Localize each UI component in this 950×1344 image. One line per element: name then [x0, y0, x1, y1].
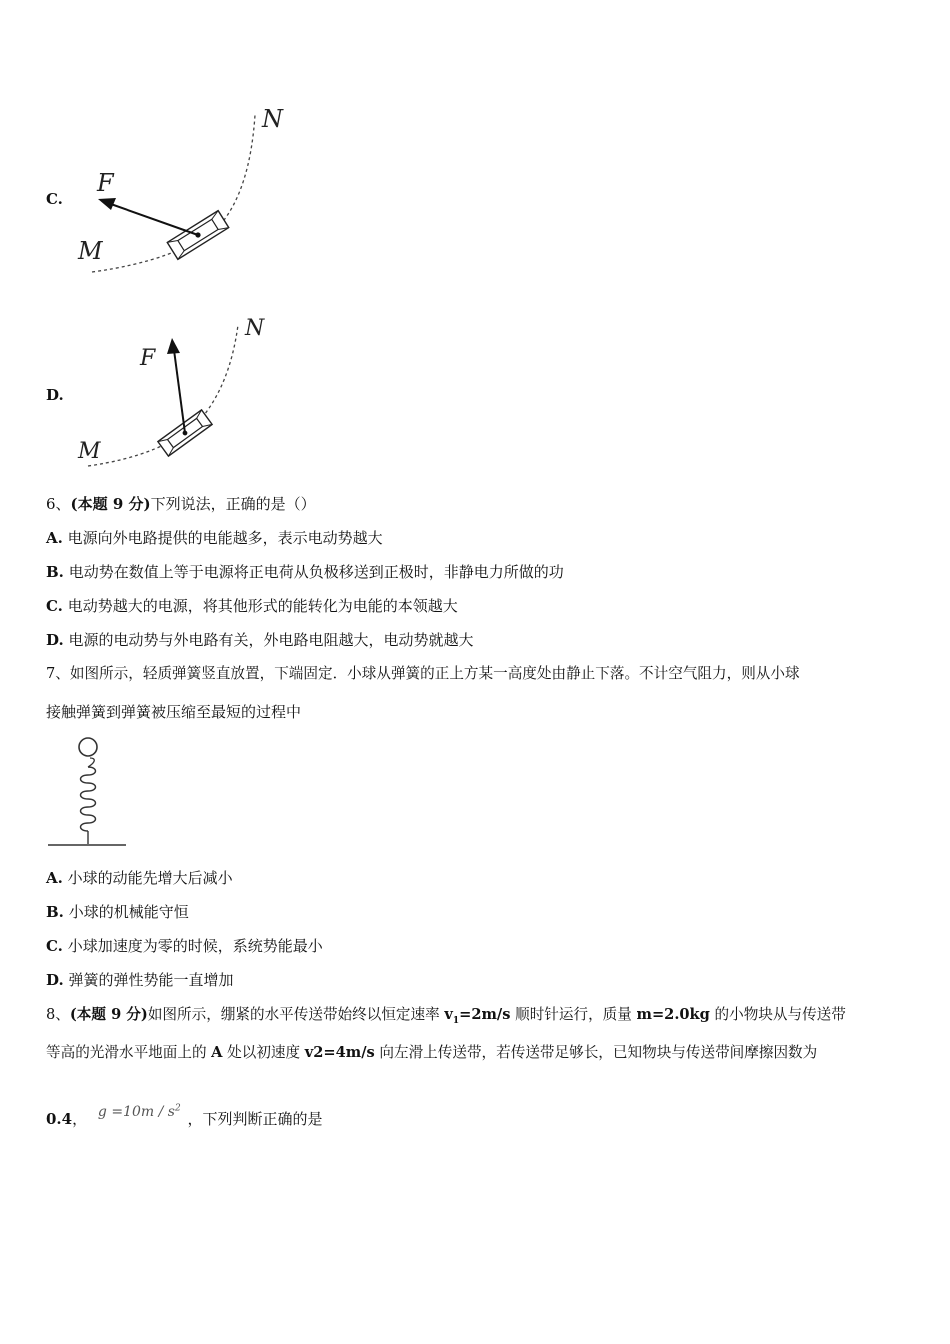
q7-option-d: D. 弹簧的弹性势能一直增加 — [46, 971, 234, 989]
spring-icon — [81, 767, 96, 831]
q7-option-c: C. 小球加速度为零的时候，系统势能最小 — [46, 937, 323, 955]
force-arrow — [174, 350, 185, 433]
question-number: 8、 — [46, 1006, 70, 1023]
option-d-label: D. — [46, 386, 64, 404]
question-text: 下列说法，正确的是（） — [150, 495, 316, 513]
question-6-stem — [46, 494, 316, 514]
ball-icon — [79, 738, 97, 756]
spring-ball-figure — [46, 734, 128, 850]
q6-option-d: D. 电源的电动势与外电路有关，外电路电阻越大，电动势就越大 — [46, 631, 474, 649]
question-number: 7、 — [46, 665, 70, 682]
question-8-stem-cont: 等高的光滑水平地面上的 A 处以初速度 v2=4m/s 向左滑上传送带，若传送带足够长，已知物块与传送带间摩擦因数为 — [46, 1044, 818, 1061]
option-c-label: C. — [46, 190, 63, 208]
question-number: 6、 — [46, 495, 71, 513]
q6-option-a: A. 电源向外电路提供的电能越多，表示电动势越大 — [46, 529, 383, 547]
q6-option-b: B. 电动势在数值上等于电源将正电荷从负极移送到正极时，非静电力所做的功 — [46, 563, 564, 581]
question-8-stem-end: 0.4， $g =10m / s^2$ ，下列判断正确的是 — [46, 1103, 323, 1128]
score-note: (本题 9 分) — [70, 495, 151, 513]
force-label: F — [97, 169, 114, 197]
force-arrow — [108, 203, 198, 235]
q7-option-a: A. 小球的动能先增大后减小 — [46, 869, 233, 887]
figure-c-curve-motion — [70, 95, 310, 285]
question-7-stem-cont: 接触弹簧到弹簧被压缩至最短的过程中 — [46, 703, 302, 721]
question-text: 如图所示，轻质弹簧竖直放置，下端固定．小球从弹簧的正上方某一高度处由静止下落。不计空气阻力，则从小球 — [69, 665, 800, 682]
question-7-stem — [46, 664, 800, 684]
q7-option-b: B. 小球的机械能守恒 — [46, 903, 189, 921]
point-m-label: M — [78, 237, 103, 265]
q6-option-c: C. 电动势越大的电源，将其他形式的能转化为电能的本领越大 — [46, 597, 458, 615]
g-formula: $g =10m / s^2$ — [97, 1103, 181, 1120]
figure-d-curve-motion — [70, 310, 290, 475]
point-n-label: N — [245, 316, 265, 341]
arrow-head-icon — [167, 338, 180, 354]
arrow-head-icon — [98, 198, 116, 210]
question-8-stem: 8、(本题 9 分)如图所示，绷紧的水平传送带始终以恒定速率 $v_1=2m/s$ 顺时针运行，质量 m=2.0kg 的小物块从与传送带 — [46, 1006, 846, 1026]
score-note: (本题 9 分) — [69, 1006, 148, 1023]
point-m-label: M — [78, 439, 101, 464]
point-n-label: N — [262, 105, 283, 133]
force-label: F — [140, 346, 156, 371]
